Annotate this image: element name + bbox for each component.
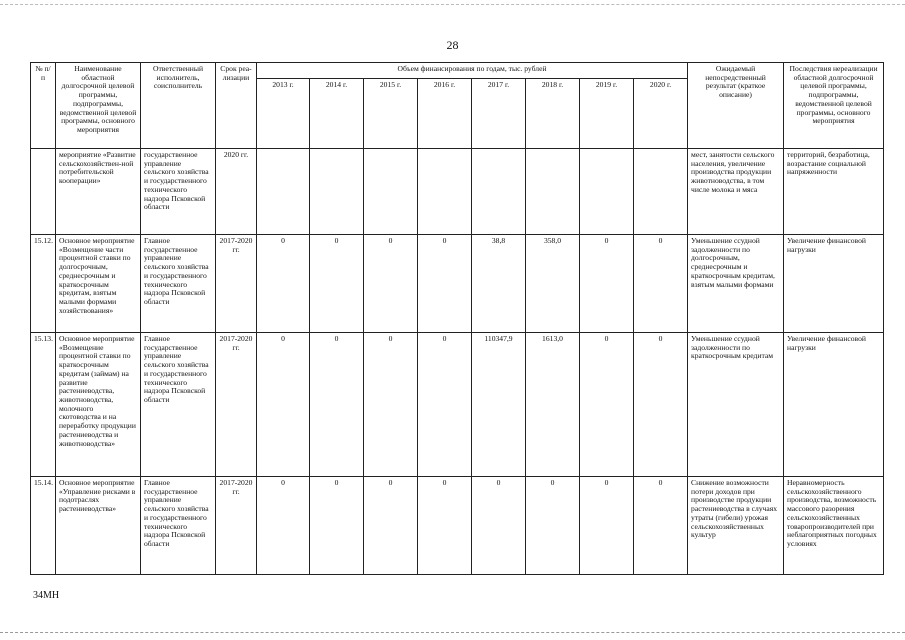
row-value: 0	[310, 235, 364, 333]
header-year: 2015 г.	[364, 79, 418, 149]
row-value: 0	[310, 477, 364, 575]
table-row	[31, 235, 884, 333]
row-name: Основное мероприятие «Управление рисками в подотраслях растениеводства»	[56, 477, 141, 575]
row-name: Основное мероприятие «Возмещение процентной ставки по краткосрочным кредитам (займам) на развитие растениеводства, животноводства, молочного скотоводства и на переработку продукции растениеводства и животноводства»	[56, 333, 141, 477]
table-row	[31, 149, 884, 235]
row-term: 2017-2020 гг.	[216, 333, 257, 477]
row-term: 2017-2020 гг.	[216, 477, 257, 575]
row-result: Снижение возможности потери доходов при производстве продукции растениеводства в случаях утраты (гибели) урожая сельскохозяйственных культур	[688, 477, 784, 575]
row-result: Уменьшение ссудной задолженности по долгосрочным, среднесрочным и краткосрочным кредитам, взятым малыми формами	[688, 235, 784, 333]
row-name: Основное мероприятие «Возмещение части процентной ставки по долгосрочным, среднесрочным и краткосрочным кредитам, взятым малыми формами хозяйствования»	[56, 235, 141, 333]
row-value: 358,0	[526, 235, 580, 333]
header-year: 2017 г.	[472, 79, 526, 149]
header-consequences: Последствия нереализации областной долгосрочной целевой программы, подпрограммы, ведомственной целевой программы, основного мероприятия	[784, 63, 884, 149]
row-num: 15.14.	[31, 477, 56, 575]
row-num	[31, 149, 56, 235]
row-value: 0	[310, 333, 364, 477]
header-funding: Объем финансирования по годам, тыс. рублей	[257, 63, 688, 79]
row-value	[580, 149, 634, 235]
header-executor: Ответственный исполнитель, соисполнитель	[141, 63, 216, 149]
row-value: 0	[418, 333, 472, 477]
header-year: 2016 г.	[418, 79, 472, 149]
header-term: Срок реа-лизации	[216, 63, 257, 149]
row-value	[526, 149, 580, 235]
row-executor: Главное государственное управление сельского хозяйства и государственного технического надзора Псковской области	[141, 235, 216, 333]
row-value: 0	[364, 235, 418, 333]
row-value	[257, 149, 310, 235]
row-value: 1613,0	[526, 333, 580, 477]
row-executor: Главное государственное управление сельского хозяйства и государственного технического надзора Псковской области	[141, 477, 216, 575]
header-year: 2014 г.	[310, 79, 364, 149]
footer-code: 34МН	[33, 590, 60, 601]
row-result: Уменьшение ссудной задолженности по краткосрочным кредитам	[688, 333, 784, 477]
row-value: 0	[364, 333, 418, 477]
row-value	[364, 149, 418, 235]
row-consequences: территорий, безработица, возрастание социальной напряженности	[784, 149, 884, 235]
row-value	[310, 149, 364, 235]
row-value: 0	[257, 235, 310, 333]
row-value: 0	[472, 477, 526, 575]
row-result: мест, занятости сельского населения, увеличение производства продукции животноводства, в том числе молока и мяса	[688, 149, 784, 235]
header-year: 2020 г.	[634, 79, 688, 149]
header-result: Ожидаемый непосредственный результат (краткое описание)	[688, 63, 784, 149]
row-term: 2020 гг.	[216, 149, 257, 235]
row-value: 0	[418, 235, 472, 333]
row-value: 0	[634, 477, 688, 575]
row-value	[472, 149, 526, 235]
row-value: 38,8	[472, 235, 526, 333]
row-executor: государственное управление сельского хозяйства и государственного технического надзора Псковской области	[141, 149, 216, 235]
row-value: 110347,9	[472, 333, 526, 477]
row-consequences: Неравномерность сельскохозяйственного производства, возможность массового разорения сельскохозяйственных товаропроизводителей при неблагоприятных погодных условиях	[784, 477, 884, 575]
row-value: 0	[634, 333, 688, 477]
table-row	[31, 477, 884, 575]
row-value: 0	[257, 477, 310, 575]
row-value: 0	[634, 235, 688, 333]
row-value: 0	[418, 477, 472, 575]
row-num: 15.13.	[31, 333, 56, 477]
row-term: 2017-2020 гг.	[216, 235, 257, 333]
row-num: 15.12.	[31, 235, 56, 333]
row-name: мероприятие «Развитие сельскохозяйствен-ной потребительской кооперации»	[56, 149, 141, 235]
row-value: 0	[526, 477, 580, 575]
header-row-1	[31, 63, 884, 79]
header-year: 2018 г.	[526, 79, 580, 149]
scan-edge-bottom	[0, 632, 905, 633]
row-consequences: Увеличение финансовой нагрузки	[784, 333, 884, 477]
row-consequences: Увеличение финансовой нагрузки	[784, 235, 884, 333]
page-number: 28	[446, 38, 459, 52]
header-year: 2019 г.	[580, 79, 634, 149]
scan-edge-top	[0, 4, 905, 5]
table-row	[31, 333, 884, 477]
funding-table	[30, 62, 884, 575]
row-value	[634, 149, 688, 235]
header-num: № п/п	[31, 63, 56, 149]
row-value: 0	[364, 477, 418, 575]
row-value	[418, 149, 472, 235]
header-year: 2013 г.	[257, 79, 310, 149]
row-executor: Главное государственное управление сельского хозяйства и государственного технического надзора Псковской области	[141, 333, 216, 477]
row-value: 0	[580, 333, 634, 477]
row-value: 0	[580, 235, 634, 333]
header-name: Наименование областной долгосрочной целевой программы, подпрограммы, ведомственной целевой программы, основного мероприятия	[56, 63, 141, 149]
row-value: 0	[580, 477, 634, 575]
row-value: 0	[257, 333, 310, 477]
